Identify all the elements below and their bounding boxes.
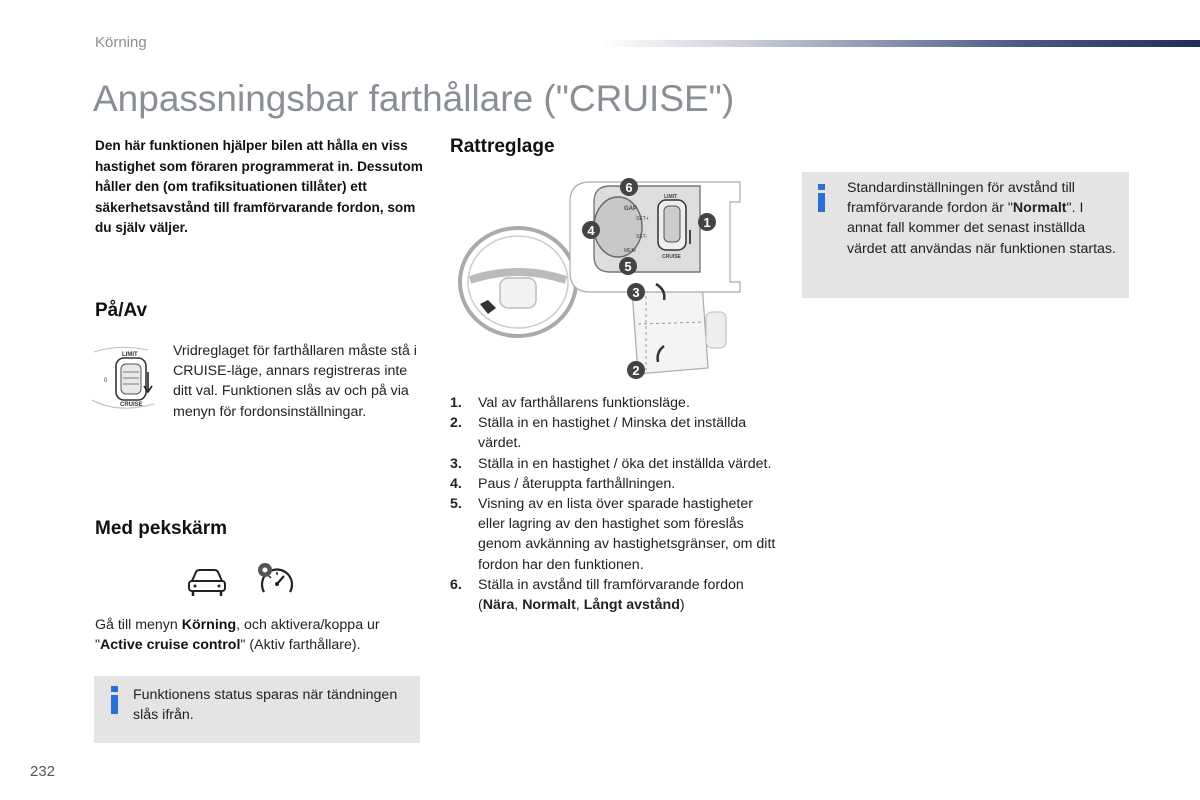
list-item: 2. Ställa in en hastighet / Minska det inställda värdet.: [450, 415, 747, 452]
instruction-suffix: " (Aktiv farthållare).: [240, 637, 361, 654]
list-item: 5. Visning av en lista över sparade hastigheter eller lagring av den hastighet som föreslås genom avkänning av hastighetsgränser, om ditt fordon har den funktionen.: [450, 496, 776, 573]
section-label: Körning: [95, 34, 147, 51]
info-icon: [818, 184, 827, 214]
list-item: 4. Paus / återuppta farthållningen.: [450, 475, 676, 492]
diagram-label-gap: GAP: [624, 206, 638, 212]
diagram-label-set-minus: SET-: [636, 234, 648, 240]
svg-text:4: 4: [587, 223, 595, 238]
info-note-distance: [802, 172, 1129, 298]
instruction-mid: , och aktivera/koppa ur ": [95, 617, 380, 654]
on-off-text: Vridreglaget för farthållaren måste stå i CRUISE-läge, annars registreras inte ditt val. Funktionen slås av och på via menyn för fordonsinställningar.: [173, 343, 417, 420]
menu-option: Active cruise control: [100, 637, 241, 654]
svg-text:6: 6: [625, 180, 633, 195]
dial-label-limit: LIMIT: [122, 352, 138, 358]
svg-text:1: 1: [703, 215, 711, 230]
mode-dial-illustration: [88, 338, 168, 418]
header-bar: [600, 40, 1200, 47]
page-title: Anpassningsbar farthållare ("CRUISE"): [93, 78, 735, 119]
diagram-label-set-plus: SET+: [636, 216, 649, 222]
list-item: 6. Ställa in avstånd till framförvarande fordon (Nära, Normalt, Långt avstånd): [450, 576, 744, 614]
dial-label-cruise: CRUISE: [120, 402, 143, 408]
list-item: 1. Val av farthållarens funktionsläge.: [450, 395, 690, 411]
speedometer-settings-icon: [256, 562, 298, 600]
instruction-prefix: Gå till menyn: [95, 617, 182, 633]
svg-text:5: 5: [624, 259, 632, 274]
svg-text:3: 3: [632, 285, 640, 300]
diagram-label-mem: MEM: [624, 248, 636, 254]
on-off-heading: På/Av: [95, 300, 148, 321]
steering-controls-heading: Rattreglage: [450, 136, 555, 157]
touchscreen-instruction: [95, 615, 425, 656]
list-item: 3. Ställa in en hastighet / öka det inställda värdet.: [450, 455, 772, 472]
steering-control-diagram: [450, 172, 750, 390]
svg-text:2: 2: [632, 363, 640, 378]
menu-name: Körning: [181, 617, 237, 633]
dial-label-zero: 0: [104, 378, 108, 384]
info-note-text: Funktionens status sparas när tändningen slås ifrån.: [133, 687, 398, 724]
controls-list: [450, 393, 780, 615]
touchscreen-heading: Med pekskärm: [95, 518, 228, 539]
intro-paragraph: Den här funktionen hjälper bilen att hålla en viss hastighet som föraren programmerat in. Dessutom håller den (om trafiksituationen tillåter) ett säkerhetsavstånd till framförvarande fordon, som du själv väljer.: [95, 138, 423, 235]
diagram-label-cruise: CRUISE: [662, 254, 681, 260]
diagram-label-limit: LIMIT: [664, 194, 678, 200]
car-front-icon: [186, 568, 228, 598]
info-icon: [111, 686, 120, 716]
info-note-status: [94, 676, 420, 743]
page-number: 232: [30, 763, 56, 780]
info-note-text: Standardinställningen för avstånd till framförvarande fordon är "Normalt". I annat fall kommer det senast inställda värdet att användas när funktionen startas.: [847, 180, 1116, 257]
